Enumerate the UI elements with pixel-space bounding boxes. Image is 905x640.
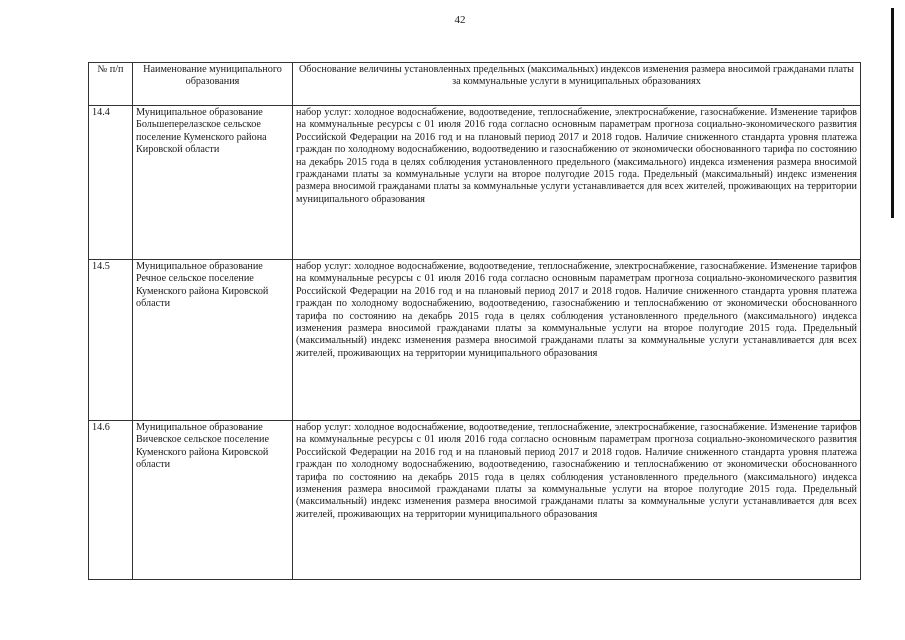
row-municipality: Муниципальное образование Речное сельское поселение Куменского района Кировской области (133, 260, 293, 421)
tariff-index-table (88, 62, 861, 580)
header-municipality: Наименование муниципального образования (133, 63, 293, 106)
table-row (89, 106, 861, 260)
row-justification: набор услуг: холодное водоснабжение, водоотведение, теплоснабжение, электроснабжение, газоснабжение. Изменение тарифов на коммунальные ресурсы с 01 июля 2016 года согласно основным параметрам прогноза социально-экономического развития Российской Федерации на 2016 год и на плановый период 2017 и 2018 годов. Наличие сниженного стандарта уровня платежа граждан по холодному водоснабжению, водоотведению, газоснабжению и теплоснабжению от экономически обоснованного тарифа по состоянию на декабрь 2015 года в целях соблюдения установленного предельного (максимального) индекса изменения размера вносимой гражданами платы за коммунальные услуги на второе полугодие 2015 года. Предельный (максимальный) индекс изменения размера вносимой гражданами платы за коммунальные услуги устанавливается для всех жителей, проживающих на территории муниципального образования (293, 260, 861, 421)
header-number: № п/п (89, 63, 133, 106)
scan-edge-bar (891, 8, 894, 218)
row-municipality: Муниципальное образование Вичевское сельское поселение Куменского района Кировской области (133, 421, 293, 580)
row-justification: набор услуг: холодное водоснабжение, водоотведение, теплоснабжение, электроснабжение, газоснабжение. Изменение тарифов на коммунальные ресурсы с 01 июля 2016 года согласно основным параметрам прогноза социально-экономического развития Российской Федерации на 2016 год и на плановый период 2017 и 2018 годов. Наличие сниженного стандарта уровня платежа граждан по холодному водоснабжению, водоотведению и газоснабжению от экономически обоснованного тарифа по состоянию на декабрь 2015 года в целях соблюдения установленного предельного (максимального) индекса изменения размера вносимой гражданами платы за коммунальные услуги на второе полугодие 2015 года. Предельный (максимальный) индекс изменения размера вносимой гражданами платы за коммунальные услуги устанавливается для всех жителей, проживающих на территории муниципального образования (293, 106, 861, 260)
table-row (89, 421, 861, 580)
table-row (89, 260, 861, 421)
row-number: 14.6 (89, 421, 133, 580)
row-number: 14.5 (89, 260, 133, 421)
table-header-row (89, 63, 861, 106)
row-number: 14.4 (89, 106, 133, 260)
page-number: 42 (454, 14, 466, 26)
row-justification: набор услуг: холодное водоснабжение, водоотведение, теплоснабжение, электроснабжение, газоснабжение. Изменение тарифов на коммунальные ресурсы с 01 июля 2016 года согласно основным параметрам прогноза социально-экономического развития Российской Федерации на 2016 год и на плановый период 2017 и 2018 годов. Наличие сниженного стандарта уровня платежа граждан по холодному водоснабжению, водоотведению, газоснабжению и теплоснабжению от экономически обоснованного тарифа по состоянию на декабрь 2015 года в целях соблюдения установленного предельного (максимального) индекса изменения размера вносимой гражданами платы за коммунальные услуги на второе полугодие 2015 года. Предельный (максимальный) индекс изменения размера вносимой гражданами платы за коммунальные услуги устанавливается для всех жителей, проживающих на территории муниципального образования (293, 421, 861, 580)
header-justification: Обоснование величины установленных предельных (максимальных) индексов изменения размера вносимой гражданами платы за коммунальные услуги в муниципальных образованиях (293, 63, 861, 106)
row-municipality: Муниципальное образование Большеперелазское сельское поселение Куменского района Кировской области (133, 106, 293, 260)
